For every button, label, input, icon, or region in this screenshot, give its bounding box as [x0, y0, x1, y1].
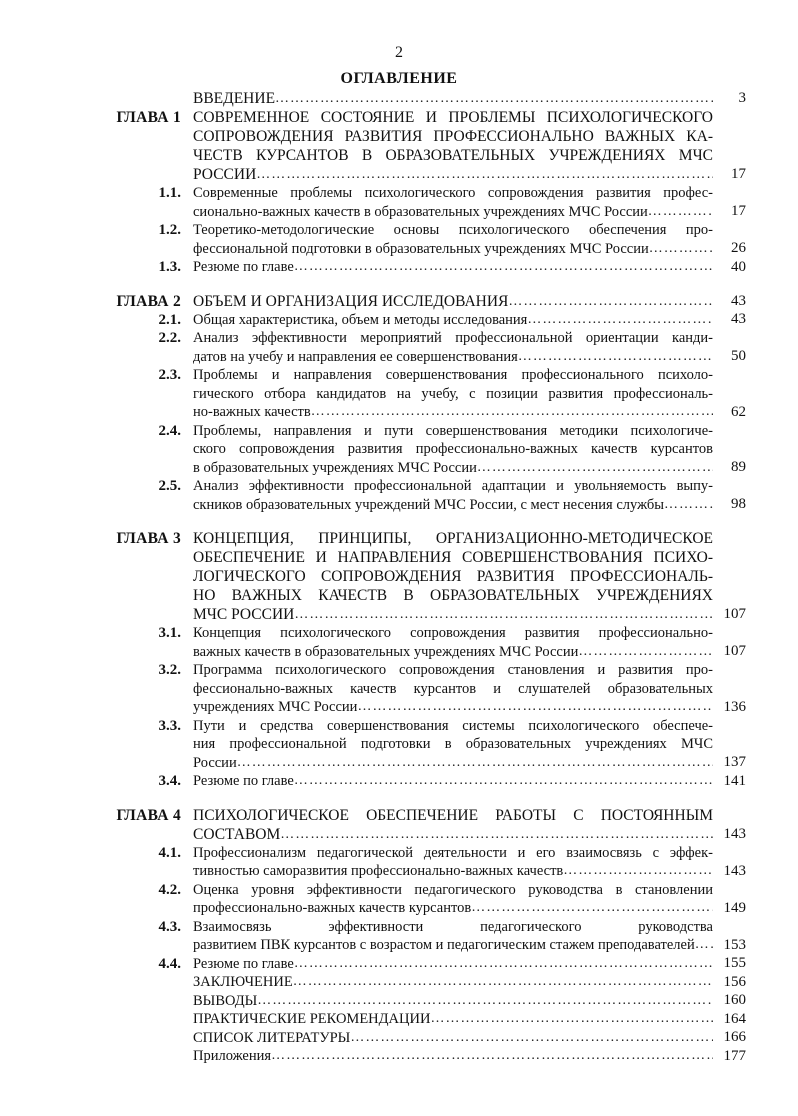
- toc-entry-text: [193, 844, 713, 881]
- dot-leader: [350, 1029, 713, 1048]
- toc-entry: [0, 529, 798, 624]
- toc-entry-number: 1.1.: [158, 185, 181, 201]
- dot-leader: [527, 311, 713, 330]
- toc-entry-number: 3.4.: [158, 773, 181, 789]
- toc-entry-last-line: ВЫВОДЫ: [193, 992, 258, 1009]
- dot-leader: [477, 459, 713, 478]
- toc-entry: [0, 717, 798, 773]
- toc-entry-line: НО ВАЖНЫХ КАЧЕСТВ В ОБРАЗОВАТЕЛЬНЫХ УЧРЕЖДЕНИЯХ: [193, 587, 713, 604]
- page-title: ОГЛАВЛЕНИЕ: [340, 70, 458, 87]
- toc-entry-line: ния профессиональной подготовки в образовательных учреждениях МЧС: [193, 736, 713, 752]
- toc-entry-text: [193, 918, 713, 955]
- toc-entry-last-line: Приложения: [193, 1048, 272, 1064]
- toc-entry: [0, 918, 798, 955]
- dot-leader: [256, 165, 713, 184]
- toc-entry-number: ГЛАВА 4: [116, 806, 181, 824]
- toc-entry-line: ОБЕСПЕЧЕНИЕ И НАПРАВЛЕНИЯ СОВЕРШЕНСТВОВАНИЯ ПСИХО-: [193, 549, 713, 566]
- dot-leader: [357, 698, 713, 717]
- dot-leader: [271, 1047, 713, 1066]
- toc-entry-page: 107: [723, 643, 746, 659]
- toc-entry-number: ГЛАВА 3: [116, 530, 181, 547]
- toc-entry-page: 177: [723, 1047, 746, 1064]
- toc-entry-page: 153: [723, 936, 746, 953]
- toc-entry-page: 40: [731, 258, 746, 275]
- toc-entry-text: [193, 973, 713, 992]
- toc-entry-last-line: МЧС РОССИИ: [193, 606, 295, 623]
- toc-entry-page: 62: [731, 403, 746, 420]
- toc-entry-last-line: СОСТАВОМ: [193, 825, 281, 843]
- toc-entry-line: ПСИХОЛОГИЧЕСКОЕ ОБЕСПЕЧЕНИЕ РАБОТЫ С ПОСТОЯННЫМ: [193, 806, 713, 824]
- dot-leader: [649, 240, 713, 259]
- toc-entry-page: 156: [723, 973, 746, 990]
- toc-entry: [0, 329, 798, 366]
- dot-leader: [257, 992, 713, 1011]
- toc-entry-number: 1.3.: [158, 259, 181, 275]
- toc-entry-page: 98: [731, 496, 746, 512]
- toc-entry-text: [193, 184, 713, 221]
- toc-entry: [0, 108, 798, 184]
- toc-entry: [0, 422, 798, 478]
- dot-leader: [294, 258, 713, 277]
- toc-entry-text: [193, 1010, 713, 1029]
- dot-leader: [293, 973, 713, 992]
- dot-leader: [294, 605, 713, 624]
- toc-entry-number: 2.3.: [158, 367, 181, 383]
- toc-entry-text: [193, 717, 713, 773]
- dot-leader: [280, 825, 713, 844]
- toc-entry-last-line: фессиональной подготовки в образовательных учреждениях МЧС России: [193, 240, 649, 257]
- toc-entry-last-line: важных качеств в образовательных учреждениях МЧС России: [193, 643, 579, 660]
- toc-entry-line: КОНЦЕПЦИЯ, ПРИНЦИПЫ, ОРГАНИЗАЦИОННО-МЕТОДИЧЕСКОЕ: [193, 530, 713, 547]
- dot-leader: [237, 754, 713, 773]
- toc-entry-last-line: Резюме по главе: [193, 259, 294, 275]
- toc-entry-page: 89: [731, 459, 746, 475]
- toc-entry-page: 43: [731, 311, 746, 327]
- toc-entry-last-line: России: [193, 754, 237, 771]
- toc-entry-page: 107: [723, 606, 746, 622]
- toc-entry-last-line: ОБЪЕМ И ОРГАНИЗАЦИЯ ИССЛЕДОВАНИЯ: [193, 292, 509, 310]
- toc-entry-page: 149: [723, 899, 746, 916]
- toc-entry: [0, 772, 798, 791]
- toc-entry-line: СОПРОВОЖДЕНИЯ РАЗВИТИЯ ПРОФЕССИОНАЛЬНО ВАЖНЫХ КА-: [193, 128, 713, 145]
- toc-entry-text: [193, 89, 713, 108]
- toc-entry: [0, 1029, 798, 1048]
- toc-entry-text: [193, 422, 713, 478]
- toc-entry-page: 26: [731, 240, 746, 256]
- toc-entry-page: 143: [723, 825, 746, 842]
- toc-entry-last-line: сионально-важных качеств в образовательных учреждениях МЧС России: [193, 203, 648, 220]
- dot-leader: [430, 1010, 713, 1029]
- toc-entry-last-line: Общая характеристика, объем и методы исследования: [193, 311, 528, 328]
- toc-entry-page: 43: [731, 292, 746, 309]
- toc-entry-page: 155: [723, 955, 746, 971]
- toc-entry-last-line: в образовательных учреждениях МЧС России: [193, 459, 477, 476]
- toc-entry-page: 166: [723, 1029, 746, 1045]
- toc-entry-last-line: но-важных качеств: [193, 404, 311, 420]
- toc-entry-last-line: учреждениях МЧС России: [193, 699, 358, 715]
- toc-entry-number: ГЛАВА 1: [116, 109, 181, 126]
- page-number: 2: [395, 44, 403, 61]
- toc-entry-line: Пути и средства совершенствования системы психологического обеспече-: [193, 717, 713, 734]
- dot-leader: [563, 862, 713, 881]
- toc-entry-number: 4.3.: [158, 918, 181, 935]
- toc-entry-text: [193, 292, 713, 311]
- toc-entry-text: [193, 955, 713, 974]
- toc-entry-text: [193, 881, 713, 918]
- toc-entry-line: Концепция психологического сопровождения развития профессионально-: [193, 625, 713, 641]
- toc-entry-line: Анализ эффективности мероприятий профессиональной ориентации канди-: [193, 330, 713, 346]
- toc-entry-text: [193, 529, 713, 624]
- toc-entry-text: [193, 329, 713, 366]
- toc-entry-number: 3.2.: [158, 662, 181, 678]
- toc-entry: [0, 844, 798, 881]
- toc-entry-line: ского сопровождения развития профессионально-важных качеств курсантов: [193, 441, 713, 457]
- toc-entry-line: Оценка уровня эффективности педагогического руководства в становлении: [193, 881, 713, 898]
- toc-entry-page: 143: [723, 862, 746, 879]
- toc-entry-last-line: СПИСОК ЛИТЕРАТУРЫ: [193, 1029, 351, 1046]
- toc-entry: [0, 477, 798, 514]
- dot-leader: [294, 955, 713, 974]
- toc-entry-line: ЛОГИЧЕСКОГО СОПРОВОЖДЕНИЯ РАЗВИТИЯ ПРОФЕССИОНАЛЬ-: [193, 568, 713, 585]
- dot-leader: [508, 292, 713, 311]
- dot-leader: [518, 348, 713, 367]
- toc-entry: [0, 311, 798, 330]
- toc-entry-number: 3.1.: [158, 625, 181, 641]
- toc-entry-line: гического отбора кандидатов на учебу, с позиции развития профессиональ-: [193, 385, 713, 402]
- toc-entry: [0, 1047, 798, 1066]
- dot-leader: [648, 203, 713, 222]
- toc-entry: [0, 992, 798, 1011]
- toc-entry-number: 4.4.: [158, 955, 181, 972]
- dot-leader: [311, 403, 713, 422]
- toc-entry: [0, 955, 798, 974]
- toc-entry-text: [193, 661, 713, 717]
- toc-entry-line: ЧЕСТВ КУРСАНТОВ В ОБРАЗОВАТЕЛЬНЫХ УЧРЕЖДЕНИЯХ МЧС: [193, 147, 713, 164]
- toc-entry-last-line: развитием ПВК курсантов с возрастом и педагогическим стажем преподавателей: [193, 937, 695, 953]
- toc-entry-text: [193, 772, 713, 791]
- toc-entry-last-line: РОССИИ: [193, 166, 257, 183]
- toc-entry-page: 17: [731, 203, 746, 219]
- toc-entry-page: 141: [723, 772, 746, 789]
- toc-entry-last-line: Резюме по главе: [193, 955, 294, 972]
- toc-entry: [0, 881, 798, 918]
- dot-leader: [294, 772, 713, 791]
- toc-entry: [0, 624, 798, 661]
- toc-entry-text: [193, 992, 713, 1011]
- toc-entry-number: 2.1.: [158, 311, 181, 328]
- toc-entry: [0, 258, 798, 277]
- toc-entry-number: 2.5.: [158, 478, 181, 494]
- toc-entry-line: СОВРЕМЕННОЕ СОСТОЯНИЕ И ПРОБЛЕМЫ ПСИХОЛОГИЧЕСКОГО: [193, 109, 713, 126]
- toc-entry: [0, 661, 798, 717]
- toc-entry: [0, 806, 798, 844]
- toc-entry-last-line: датов на учебу и направления ее совершенствования: [193, 348, 518, 365]
- toc-entry-last-line: ПРАКТИЧЕСКИЕ РЕКОМЕНДАЦИИ: [193, 1011, 431, 1027]
- toc-entry-last-line: скников образовательных учреждений МЧС России, с мест несения службы: [193, 496, 665, 513]
- toc-entry-text: [193, 1047, 713, 1066]
- dot-leader: [695, 936, 713, 955]
- toc-entry-text: [193, 366, 713, 422]
- toc-entry-line: Анализ эффективности профессиональной адаптации и увольняемость выпу-: [193, 478, 713, 494]
- toc-entry-page: 17: [731, 166, 746, 182]
- toc-entry-page: 160: [723, 992, 746, 1008]
- table-of-contents: [0, 89, 798, 1066]
- toc-entry-page: 164: [723, 1010, 746, 1027]
- toc-entry-last-line: тивностью саморазвития профессионально-важных качеств: [193, 863, 564, 879]
- toc-entry: [0, 366, 798, 422]
- toc-entry-line: Взаимосвязь эффективности педагогического руководства: [193, 918, 713, 935]
- toc-entry-text: [193, 477, 713, 514]
- toc-entry: [0, 973, 798, 992]
- toc-entry-text: [193, 108, 713, 184]
- toc-entry-page: 50: [731, 348, 746, 364]
- toc-entry: [0, 89, 798, 108]
- toc-entry-line: Теоретико-методологические основы психологического обеспечения про-: [193, 222, 713, 238]
- toc-entry-page: 136: [723, 698, 746, 715]
- toc-entry-page: 3: [738, 90, 746, 106]
- toc-entry-line: Профессионализм педагогической деятельности и его взаимосвязь с эффек-: [193, 844, 713, 861]
- toc-entry-text: [193, 1029, 713, 1048]
- dot-leader: [471, 899, 713, 918]
- toc-entry: [0, 221, 798, 258]
- toc-entry-number: 2.2.: [158, 330, 181, 346]
- toc-entry: [0, 1010, 798, 1029]
- toc-entry-number: 3.3.: [158, 717, 181, 734]
- toc-entry-line: Проблемы и направления совершенствования профессионального психоло-: [193, 367, 713, 383]
- toc-entry-number: 2.4.: [158, 422, 181, 439]
- toc-entry-text: [193, 311, 713, 330]
- dot-leader: [275, 89, 713, 108]
- toc-entry-number: 1.2.: [158, 222, 181, 238]
- toc-entry-last-line: Резюме по главе: [193, 773, 294, 789]
- dot-leader: [664, 496, 713, 515]
- dot-leader: [578, 643, 713, 662]
- toc-entry-page: 137: [723, 754, 746, 770]
- toc-entry-number: 4.2.: [158, 881, 181, 898]
- toc-entry-number: 4.1.: [158, 844, 181, 861]
- toc-entry-text: [193, 806, 713, 844]
- toc-entry-line: Современные проблемы психологического сопровождения развития профес-: [193, 185, 713, 201]
- toc-entry-line: Проблемы, направления и пути совершенствования методики психологиче-: [193, 422, 713, 439]
- toc-entry-line: Программа психологического сопровождения становления и развития про-: [193, 662, 713, 678]
- toc-entry-line: фессионально-важных качеств курсантов и слушателей образовательных: [193, 680, 713, 697]
- toc-entry-text: [193, 258, 713, 277]
- toc-entry: [0, 184, 798, 221]
- toc-entry-text: [193, 221, 713, 258]
- toc-entry-last-line: ЗАКЛЮЧЕНИЕ: [193, 974, 293, 990]
- toc-entry-last-line: профессионально-важных качеств курсантов: [193, 900, 472, 916]
- toc-entry: [0, 292, 798, 311]
- toc-entry-number: ГЛАВА 2: [116, 292, 181, 310]
- toc-entry-text: [193, 624, 713, 661]
- toc-entry-last-line: ВВЕДЕНИЕ: [193, 90, 276, 107]
